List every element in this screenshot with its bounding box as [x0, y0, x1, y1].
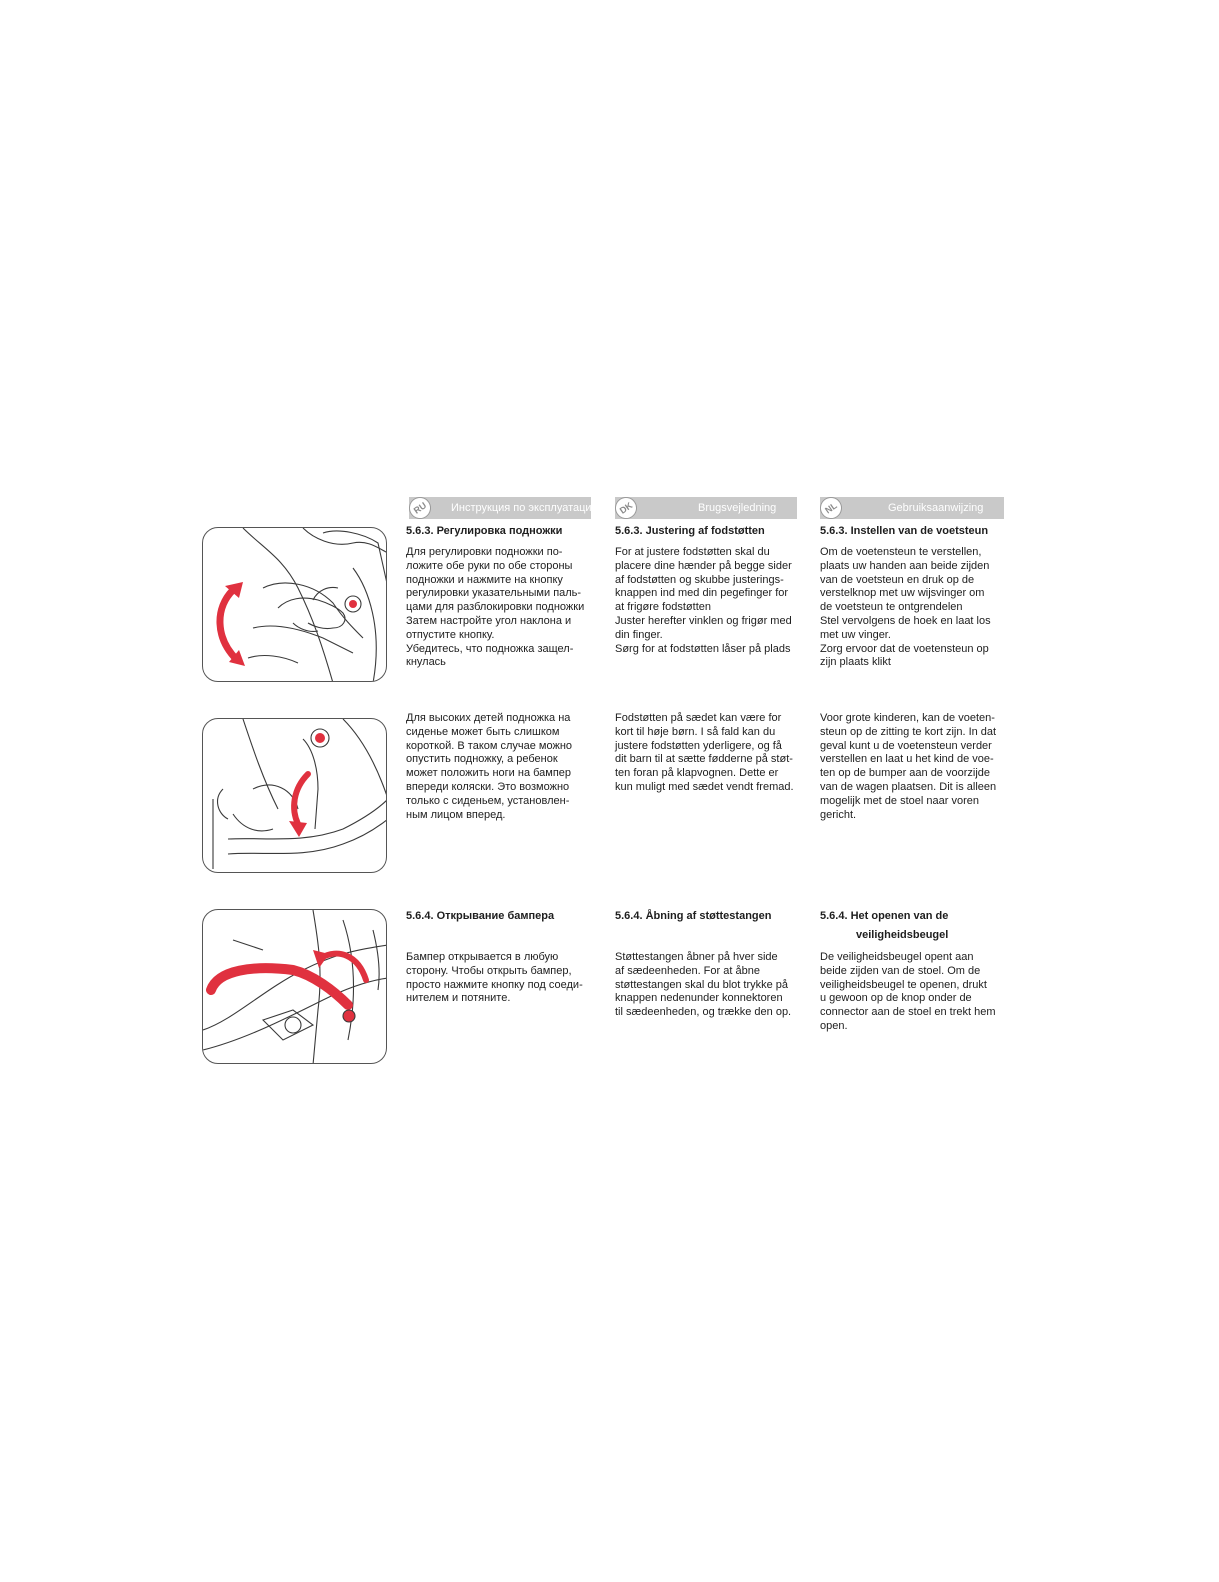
hand-drawing	[278, 588, 345, 632]
figure-footrest-lowered	[202, 718, 387, 873]
knob-center	[315, 733, 325, 743]
down-arrow-head	[289, 821, 307, 837]
figure-footrest-adjust	[202, 527, 387, 682]
heading-ru-s1: 5.6.3. Регулировка подножки	[406, 525, 563, 537]
lang-badge-nl: NL	[816, 493, 847, 524]
release-button	[343, 1010, 355, 1022]
text-nl-s3: De veiligheidsbeugel opent aan beide zijden van de stoel. Om de veiligheidsbeugel te openen, drukt u gewoon op de knop onder de connector aan de stoel en trekt hem open.	[820, 951, 996, 1032]
manual-label-ru: Инструкция по эксплуатации	[451, 502, 598, 514]
text-nl-s2: Voor grote kinderen, kan de voeten- steun op de zitting te kort zijn. In dat geval kunt u de voetensteun verder verstellen en laat u het kind de voe- ten op de bumper aan de voorzijde van de wagen plaatsen. Dit is alleen mogelijk met de stoel naar voren gericht.	[820, 712, 997, 821]
lang-header-nl	[820, 497, 1004, 519]
seat-outline-drawing	[203, 910, 387, 1064]
stroller-outline-drawing	[213, 719, 387, 869]
figure-bumper-open	[202, 909, 387, 1064]
rotate-arrow-icon	[220, 590, 237, 660]
text-ru-s2: Для высоких детей подножка на сиденье может быть слишком короткой. В таком случае можно опустить подножку, а ребенок может положить ноги на бампер впереди коляски. Это возможно только с сиденьем, установлен- ным лицом вперед.	[406, 712, 573, 821]
seat-outline-drawing	[243, 528, 387, 682]
text-dk-s3: Støttestangen åbner på hver side af sædeenheden. For at åbne støttestangen skal du blot trykke på knappen nedenunder konnektoren til sædeenheden, og trække den op.	[615, 951, 792, 1019]
lang-header-ru	[409, 497, 598, 519]
lang-badge-dk: DK	[611, 493, 642, 524]
text-nl-s1: Om de voetensteun te verstellen, plaats uw handen aan beide zijden van de voetsteun en druk op de verstelknop met uw wijsvinger om de voetsteun te ontgrendelen Stel vervolgens de hoek en laat los met uw vinger. Zorg ervoor dat de voetensteun op zijn plaats klikt	[820, 546, 991, 669]
lang-header-dk	[615, 497, 797, 519]
heading-nl-s3-line2: veiligheidsbeugel	[856, 929, 949, 941]
manual-label-dk: Brugsvejledning	[698, 502, 777, 514]
heading-ru-s3: 5.6.4. Открывание бампера	[406, 910, 555, 922]
manual-label-nl: Gebruiksaanwijzing	[888, 502, 984, 514]
text-dk-s1: For at justere fodstøtten skal du placere dine hænder på begge sider af fodstøtten og skubbe justerings- knappen ind med din pegefinger for at frigøre fodstøtten Juster herefter vinklen og frigør med din finger. Sørg for at fodstøtten låser på plads	[615, 546, 792, 655]
bumper-bar	[211, 968, 348, 1005]
text-dk-s2: Fodstøtten på sædet kan være for kort til høje børn. I så fald kan du justere fodstøtten yderligere, og få dit barn til at sætte fødderne på støt- ten foran på klapvognen. Dette er kun muligt med sædet vendt fremad.	[615, 712, 794, 793]
text-ru-s1: Для регулировки подножки по- ложите обе руки по обе стороны подножки и нажмите на кнопку регулировки указательными паль- цами для разблокировки подножки Затем настройте угол наклона и отпустите кнопку. Убедитесь, что подножка защел- кнулась	[406, 546, 585, 669]
heading-nl-s1: 5.6.3. Instellen van de voetsteun	[820, 525, 989, 537]
down-arrow-icon	[294, 774, 308, 824]
heading-nl-s3-line1: 5.6.4. Het openen van de	[820, 910, 949, 922]
heading-dk-s3: 5.6.4. Åbning af støttestangen	[615, 910, 772, 922]
release-button-center	[349, 600, 357, 608]
heading-dk-s1: 5.6.3. Justering af fodstøtten	[615, 525, 765, 537]
lang-badge-ru: RU	[405, 493, 436, 524]
text-ru-s3: Бампер открывается в любую сторону. Чтобы открыть бампер, просто нажмите кнопку под соеди- нителем и потяните.	[406, 951, 583, 1005]
open-arc-arrow-icon	[321, 954, 366, 980]
